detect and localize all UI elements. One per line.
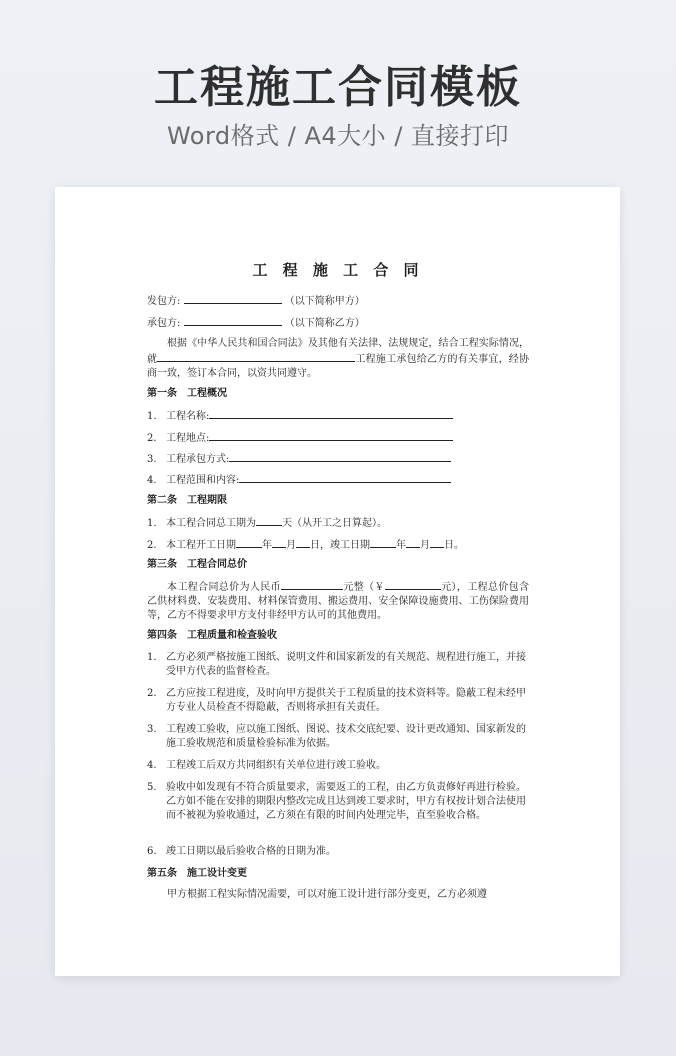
s4-item [147,845,529,859]
item-text: 验收中如发现有不符合质量要求，需要返工的工程，由乙方负责修好再进行检验。乙方如不能在安排的期限内整改完成且达到竣工要求时，甲方有权按计划合法使用而不被视为验收通过，乙方须在有限的时间内处理完毕，直至验收合格。 [166,782,526,821]
item-text: 竣工日期以最后验收合格的日期为准。 [166,846,336,857]
s3-text-c: 元），工程总价包含乙供材料费、安装费用、材料保管费用、搬运费用、安全保障设施费用、工伤保险费用等，乙方不得要求甲方支付非经甲方认可的其他费用。 [147,582,530,621]
section-4-heading: 第四条 工程质量和检查验收 [147,630,277,641]
start-year-blank [236,537,262,548]
section-1-heading: 第一条 工程概况 [147,388,227,399]
section-2-heading: 第二条 工程期限 [147,495,227,506]
intro-paragraph [147,337,529,381]
day-text: 日，竣工日期 [310,540,370,551]
item-blank [239,472,451,483]
s4-item [147,759,529,773]
s1-item [147,472,451,488]
item-number: 4. [147,760,157,771]
s1-item [147,430,453,446]
party-a-label: 发包方: [147,296,181,307]
month-text: 月 [286,540,296,551]
intro-text-2: 工程施工承包给乙方的有关事宜，经协商一致，签订本合同，以资共同遵守。 [147,354,530,379]
party-a-blank [184,293,282,304]
duration-blank [256,515,282,526]
item-number: 1. [147,652,157,663]
s4-item [147,687,529,715]
item-number: 5. [147,782,157,793]
item-label: 工程承包方式: [166,454,230,465]
item-blank [209,408,453,419]
s3-text-a: 本工程合同总价为人民币 [167,582,281,593]
party-b-note: （以下简称乙方） [284,318,365,329]
item-number: 2. [147,540,157,551]
s3-paragraph [147,579,529,623]
party-a-note: （以下简称甲方） [284,296,365,307]
document-title: 工 程 施 工 合 同 [252,261,424,279]
item-text: 工程竣工验收，应以施工图纸、图说、技术交底纪要、设计更改通知、国家新发的施工验收规范和质量检验标准为依据。 [166,724,526,749]
party-b-label: 承包方: [147,318,181,329]
item-number: 3. [147,724,157,735]
s3-text-b: 元整（￥ [342,582,385,593]
item-text: 工程竣工后双方共同组织有关单位进行竣工验收。 [166,760,386,771]
year-text: 年 [262,540,272,551]
month-text: 月 [420,540,430,551]
item-text: 乙方应按工程进度，及时向甲方提供关于工程质量的技术资料等。隐蔽工程未经甲方专业人员检查不得隐蔽，否则将承担有关责任。 [166,688,526,713]
item-label: 工程名称: [166,411,210,422]
s1-item [147,451,451,467]
item-label: 工程地点: [166,433,210,444]
s2-item-2 [147,537,464,553]
end-year-blank [370,537,396,548]
start-day-blank [296,537,310,548]
item-number: 2. [147,688,157,699]
end-day-blank [430,537,444,548]
s4-item [147,781,529,823]
s5-paragraph: 甲方根据工程实际情况需要，可以对施工设计进行部分变更，乙方必须遵 [167,889,487,900]
s2-i2-text-a: 本工程开工日期 [166,540,236,551]
item-number: 6. [147,846,157,857]
end-month-blank [406,537,420,548]
section-3-heading: 第三条 工程合同总价 [147,559,247,570]
document-page [55,187,620,976]
item-label: 工程范围和内容: [166,475,240,486]
price-figures-blank [385,579,441,590]
s2-item-1 [147,515,387,531]
item-number: 1. [147,518,157,529]
intro-blank [157,351,355,362]
party-b-blank [184,315,282,326]
item-number: 3. [147,454,157,465]
party-a-line [147,293,365,309]
s2-i1-text-b: 天（从开工之日算起）。 [282,518,387,529]
item-number: 2. [147,433,157,444]
s4-item [147,723,529,751]
price-words-blank [281,579,343,590]
day-end-text: 日。 [444,540,464,551]
s4-item [147,651,529,679]
s2-i1-text-a: 本工程合同总工期为 [166,518,256,529]
item-number: 4. [147,475,157,486]
party-b-line [147,315,365,331]
s1-item [147,408,453,424]
item-blank [229,451,451,462]
banner-subtitle: Word格式 / A4大小 / 直接打印 [166,122,510,150]
intro-text-1: 根据《中华人民共和国合同法》及其他有关法律、法规规定，结合工程实际情况，就 [147,338,529,365]
item-number: 1. [147,411,157,422]
banner-title: 工程施工合同模板 [154,62,522,113]
item-blank [209,430,453,441]
item-text: 乙方必须严格按施工图纸、说明文件和国家新发的有关规范、规程进行施工，并接受甲方代表的监督检查。 [166,652,526,677]
year-text: 年 [396,540,406,551]
section-5-heading: 第五条 施工设计变更 [147,868,247,879]
start-month-blank [272,537,286,548]
